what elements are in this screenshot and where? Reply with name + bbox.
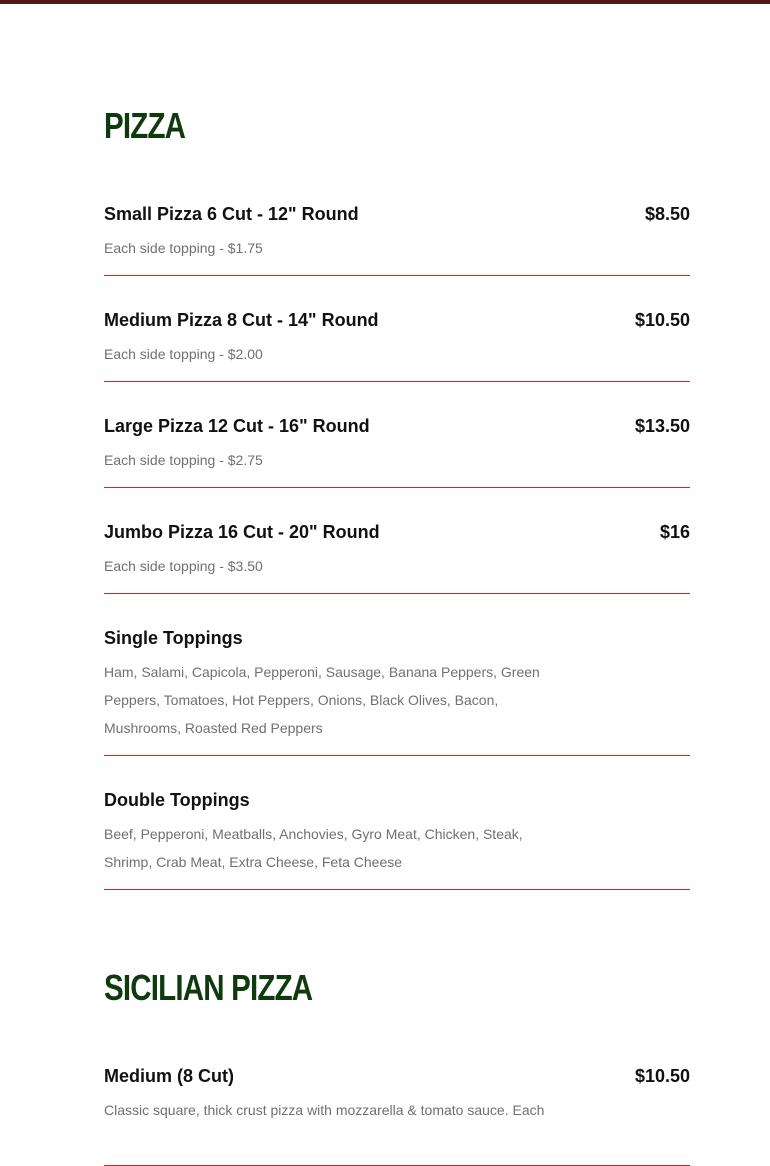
menu-item-name: Medium (8 Cut) [104, 1066, 234, 1086]
menu-item-name: Jumbo Pizza 16 Cut - 20" Round [104, 522, 380, 542]
menu-item [104, 203, 690, 276]
section-title-sicilian-pizza: SICILIAN PIZZA [104, 967, 313, 1008]
menu-item [104, 521, 690, 594]
menu-item [104, 1065, 690, 1166]
menu-item-price: $16 [659, 522, 690, 542]
menu-item-description: Classic square, thick crust pizza with mozzarella & tomato sauce. Each [104, 1102, 545, 1118]
menu-item [104, 627, 690, 756]
menu-item-description: Ham, Salami, Capicola, Pepperoni, Sausage, Banana Peppers, Green Peppers, Tomatoes, Hot Peppers, Onions, Black Olives, Bacon, Mushrooms, Roasted Red Peppers [104, 664, 540, 736]
top-border-bar [0, 0, 770, 4]
menu-item-description: Each side topping - $2.00 [104, 346, 263, 362]
menu-item-description: Beef, Pepperoni, Meatballs, Anchovies, Gyro Meat, Chicken, Steak, Shrimp, Crab Meat, Extra Cheese, Feta Cheese [104, 826, 523, 870]
menu-item-name: Medium Pizza 8 Cut - 14" Round [104, 310, 379, 330]
menu-item [104, 309, 690, 382]
menu-item-name: Large Pizza 12 Cut - 16" Round [104, 416, 370, 436]
menu-item-name: Single Toppings [104, 628, 243, 648]
menu-item-price: $13.50 [634, 416, 690, 436]
menu-item-description: Each side topping - $1.75 [104, 240, 263, 256]
menu-item-price: $10.50 [634, 310, 690, 330]
section-title-pizza: PIZZA [104, 105, 186, 146]
menu-item-name: Double Toppings [104, 790, 250, 810]
menu-item-price: $10.50 [634, 1066, 690, 1086]
menu-item [104, 415, 690, 488]
menu-item-description: Each side topping - $2.75 [104, 452, 263, 468]
menu-item [104, 789, 690, 890]
menu-item-name: Small Pizza 6 Cut - 12" Round [104, 204, 359, 224]
menu-item-description: Each side topping - $3.50 [104, 558, 263, 574]
menu-item-price: $8.50 [644, 204, 690, 224]
